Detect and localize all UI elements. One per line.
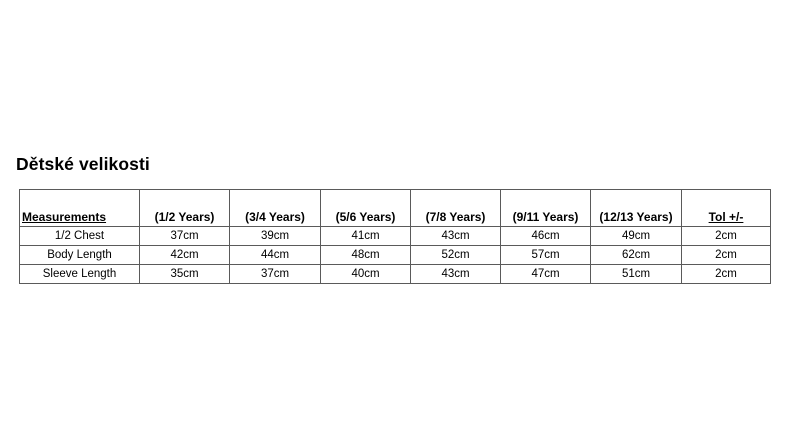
header-size-7-8: (7/8 Years) xyxy=(411,190,501,227)
table-cell: 39cm xyxy=(230,227,321,246)
table-cell: 37cm xyxy=(230,265,321,284)
size-chart-table xyxy=(19,189,771,284)
table-cell: 2cm xyxy=(682,265,771,284)
table-row xyxy=(20,246,771,265)
table-cell: 43cm xyxy=(411,265,501,284)
table-cell: 37cm xyxy=(140,227,230,246)
table-cell: 44cm xyxy=(230,246,321,265)
header-size-3-4: (3/4 Years) xyxy=(230,190,321,227)
header-size-9-11: (9/11 Years) xyxy=(501,190,591,227)
header-size-5-6: (5/6 Years) xyxy=(321,190,411,227)
table-header-row xyxy=(20,190,771,227)
table-cell: 49cm xyxy=(591,227,682,246)
row-label: Body Length xyxy=(20,246,140,265)
header-size-12-13: (12/13 Years) xyxy=(591,190,682,227)
row-label: Sleeve Length xyxy=(20,265,140,284)
header-tolerance: Tol +/- xyxy=(682,190,771,227)
header-size-1-2: (1/2 Years) xyxy=(140,190,230,227)
table-cell: 47cm xyxy=(501,265,591,284)
header-measurements: Measurements xyxy=(20,190,140,227)
table-cell: 57cm xyxy=(501,246,591,265)
page-title: Dětské velikosti xyxy=(16,154,150,174)
table-cell: 2cm xyxy=(682,227,771,246)
table-row xyxy=(20,265,771,284)
table-cell: 2cm xyxy=(682,246,771,265)
table-cell: 48cm xyxy=(321,246,411,265)
table-cell: 46cm xyxy=(501,227,591,246)
table-cell: 42cm xyxy=(140,246,230,265)
table-cell: 43cm xyxy=(411,227,501,246)
table-cell: 41cm xyxy=(321,227,411,246)
table-cell: 35cm xyxy=(140,265,230,284)
table-row xyxy=(20,227,771,246)
table-cell: 62cm xyxy=(591,246,682,265)
table-cell: 40cm xyxy=(321,265,411,284)
table-cell: 51cm xyxy=(591,265,682,284)
row-label: 1/2 Chest xyxy=(20,227,140,246)
table-cell: 52cm xyxy=(411,246,501,265)
